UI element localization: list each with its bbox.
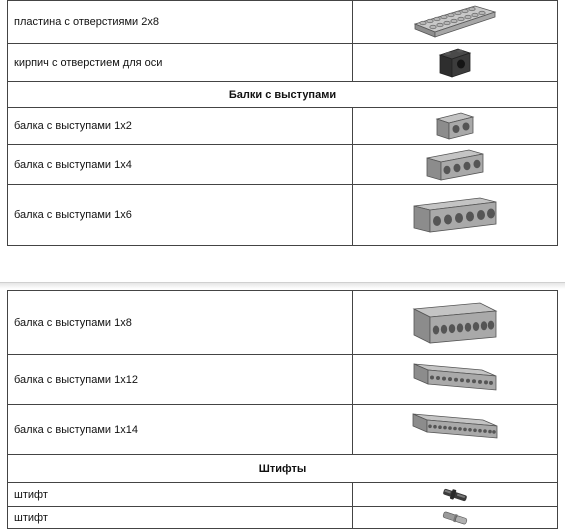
table-row [7,507,558,529]
beam-1x12-icon [412,360,498,400]
part-name: штифт [8,483,353,506]
part-image-cell [353,185,557,245]
table-row [7,405,558,455]
part-name: балка с выступами 1х12 [8,355,353,404]
part-name: балка с выступами 1х4 [8,145,353,184]
part-name: балка с выступами 1х6 [8,185,353,245]
table-row [7,355,558,405]
part-name: пластина с отверстиями 2х8 [8,1,353,43]
part-image-cell [353,507,557,528]
beam-1x2-icon [435,111,475,141]
part-image-cell [353,108,557,144]
page-break [0,248,565,290]
section-title: Штифты [258,462,307,475]
part-image-cell [353,483,557,506]
beam-1x8-icon [412,301,498,345]
pin-icon [440,485,470,505]
section-header [7,82,558,108]
table-row [7,290,558,355]
beam-1x4-icon [425,148,485,182]
part-name: балка с выступами 1х8 [8,291,353,354]
part-name: кирпич с отверстием для оси [8,44,353,81]
part-image-cell [353,44,557,81]
part-image-cell [353,355,557,404]
section-title: Балки с выступами [228,88,337,101]
part-image-cell [353,145,557,184]
pin-axle-icon [440,508,470,528]
section-header [7,455,558,483]
beam-1x6-icon [412,196,498,234]
page-shadow [0,283,565,289]
table-row [7,108,558,145]
part-name: штифт [8,507,353,528]
table-row [7,145,558,185]
beam-1x14-icon [411,410,499,450]
brick-axle-hole-icon [438,47,472,79]
table-row [7,44,558,82]
table-row [7,185,558,246]
table-row [7,0,558,44]
part-image-cell [353,1,557,43]
part-image-cell [353,405,557,454]
table-row [7,483,558,507]
plate-2x8-icon [413,4,497,40]
part-name: балка с выступами 1х2 [8,108,353,144]
part-name: балка с выступами 1х14 [8,405,353,454]
part-image-cell [353,291,557,354]
